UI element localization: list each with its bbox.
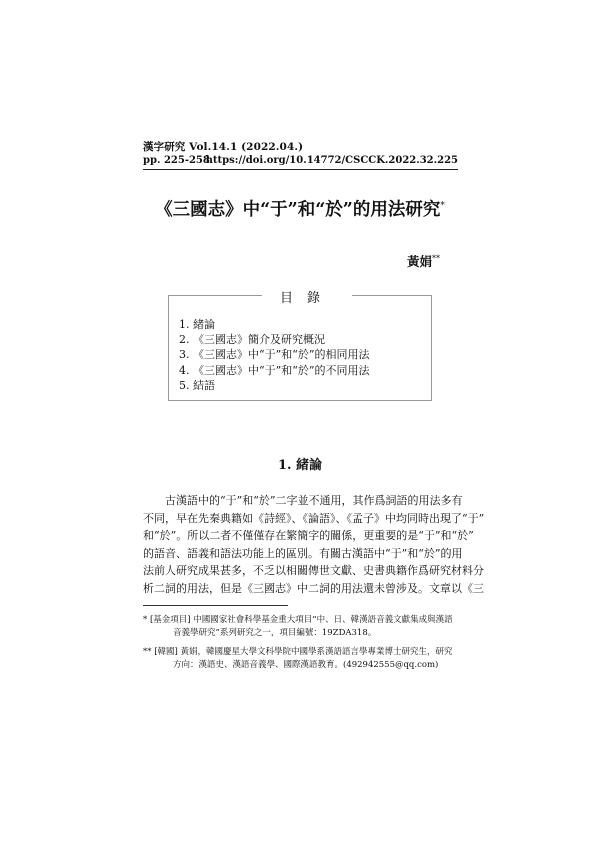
toc-item[interactable]: 4. 《三國志》中“于”和“於”的不同用法 <box>179 363 370 377</box>
body-paragraph <box>143 492 485 598</box>
header-rule <box>143 169 458 170</box>
toc-item[interactable]: 2. 《三國志》簡介及研究概況 <box>179 333 325 347</box>
footnote-rule <box>143 605 288 606</box>
toc-list <box>179 317 370 393</box>
author-footnote-mark: ** <box>432 253 440 263</box>
footnote-line: 音義學研究”系列研究之一，項目編號：19ZDA318。 <box>173 628 377 638</box>
body-line: 不同，早在先秦典籍如《詩經》、《論語》、《孟子》中均同時出現了“于” <box>143 511 485 525</box>
paper-title-text: 《三國志》中“于”和“於”的用法研究 <box>155 200 441 220</box>
toc-heading: 目錄 <box>262 291 352 306</box>
footnote-line: 方向：漢語史、漢語音義學、國際漢語教育。(492942555@qq.com) <box>173 660 439 670</box>
body-line: 古漢語中的“于”和“於”二字並不通用，其作爲詞語的用法多有 <box>143 494 463 507</box>
footnote-line: ** [韓國] 黃娟，韓國慶星大學文科學院中國學系漢語語言學專業博士研究生，研究 <box>143 647 453 657</box>
author-name <box>407 252 440 270</box>
body-line: 法前人研究成果甚多，不乏以相關傳世文獻、史書典籍作爲研究材料分 <box>143 564 484 578</box>
toc-item[interactable]: 3. 《三國志》中“于”和“於”的相同用法 <box>179 348 370 362</box>
footnote-funding <box>143 614 463 640</box>
body-line: 的語音、語義和語法功能上的區別。有關古漢語中“于”和“於”的用 <box>143 546 463 560</box>
journal-name: 漢字研究 Vol.14.1 (2022.04.) <box>143 141 304 153</box>
body-line: 和“於”。所以二者不僅僅存在繁簡字的關係，更重要的是“于”和“於” <box>143 529 474 543</box>
toc-item[interactable]: 1. 緒論 <box>179 318 215 331</box>
section-heading: 1. 緒論 <box>277 458 323 473</box>
footnote-author <box>143 646 463 672</box>
body-line: 析二詞的用法，但是《三國志》中二詞的用法還未曾涉及。文章以《三 <box>143 581 484 595</box>
author-name-text: 黃娟 <box>406 254 432 269</box>
footnote-line: * [基金項目] 中國國家社會科學基金重大項目“中、日、韓漢語音義文獻集成與漢語 <box>143 615 453 625</box>
paper-title <box>0 196 600 221</box>
toc-item[interactable]: 5. 結語 <box>179 378 215 392</box>
title-footnote-mark: * <box>440 201 445 212</box>
page-range: pp. 225-258 <box>143 155 210 166</box>
doi-link[interactable]: https://doi.org/10.14772/CSCCK.2022.32.225 <box>205 155 458 166</box>
toc-heading-wrap <box>169 287 431 306</box>
table-of-contents <box>168 291 432 401</box>
